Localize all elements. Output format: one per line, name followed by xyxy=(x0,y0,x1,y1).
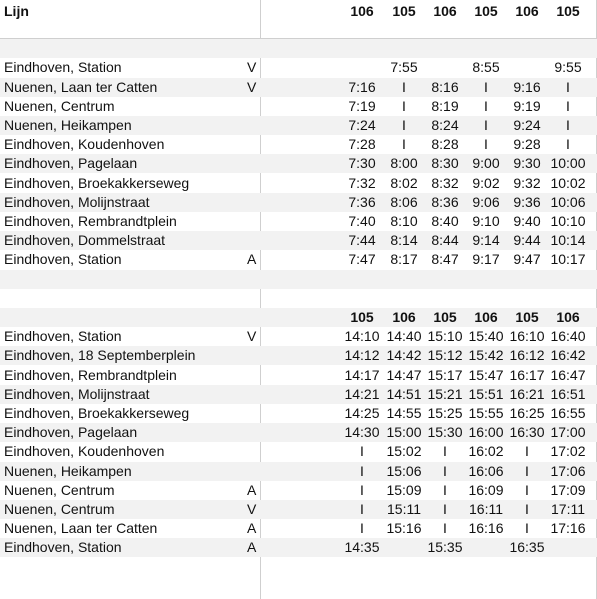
line-number: 105 xyxy=(433,309,457,325)
time-cell: 15:51 xyxy=(468,386,504,402)
time-cell: 9:36 xyxy=(513,194,541,210)
time-cell: 15:17 xyxy=(427,367,463,383)
arrival-departure-flag: V xyxy=(247,59,257,75)
stop-name: Nuenen, Centrum xyxy=(4,501,115,517)
time-cell: 14:10 xyxy=(344,328,380,344)
time-cell: 8:16 xyxy=(431,79,459,95)
time-cell: 17:02 xyxy=(550,443,586,459)
time-cell: 9:19 xyxy=(513,98,541,114)
table-row xyxy=(0,97,597,116)
stop-name: Eindhoven, Pagelaan xyxy=(4,155,138,171)
time-cell: 7:44 xyxy=(348,232,376,248)
time-cell: 8:24 xyxy=(431,117,459,133)
time-cell: 16:25 xyxy=(509,405,545,421)
time-cell: 9:40 xyxy=(513,213,541,229)
time-cell: 14:12 xyxy=(344,347,380,363)
arrival-departure-flag: V xyxy=(247,501,257,517)
time-cell: 15:30 xyxy=(427,424,463,440)
line-number: 106 xyxy=(556,309,580,325)
time-cell: 7:55 xyxy=(390,59,418,75)
time-cell: 15:11 xyxy=(387,501,421,517)
time-cell: I xyxy=(566,98,570,114)
arrival-departure-flag: A xyxy=(247,251,257,267)
stop-name: Eindhoven, Koudenhoven xyxy=(4,443,165,459)
stop-name: Nuenen, Centrum xyxy=(4,482,115,498)
table-row xyxy=(0,366,597,385)
table-row xyxy=(0,78,597,97)
time-cell: I xyxy=(525,520,529,536)
time-cell: 8:10 xyxy=(390,213,418,229)
time-cell: 8:06 xyxy=(390,194,418,210)
time-cell: I xyxy=(443,482,447,498)
stop-name: Eindhoven, Station xyxy=(4,251,122,267)
time-cell: I xyxy=(360,501,364,517)
table-row xyxy=(0,519,597,538)
time-cell: I xyxy=(443,520,447,536)
table-row xyxy=(0,481,597,500)
time-cell: 16:16 xyxy=(468,520,504,536)
stop-name: Eindhoven, Dommelstraat xyxy=(4,232,166,248)
time-cell: 16:12 xyxy=(509,347,545,363)
time-cell: 9:30 xyxy=(513,155,541,171)
time-cell: 7:32 xyxy=(348,175,376,191)
time-cell: 17:00 xyxy=(550,424,586,440)
stop-name: Nuenen, Laan ter Catten xyxy=(4,79,158,95)
line-number: 106 xyxy=(433,3,457,19)
time-cell: 15:42 xyxy=(468,347,504,363)
stop-name: Eindhoven, Koudenhoven xyxy=(4,136,165,152)
time-cell: 10:02 xyxy=(550,175,586,191)
line-number: 105 xyxy=(392,3,416,19)
time-cell: 7:36 xyxy=(348,194,376,210)
table-row xyxy=(0,231,597,250)
time-cell: 16:10 xyxy=(509,328,545,344)
time-cell: I xyxy=(443,443,447,459)
header-label: Lijn xyxy=(4,3,29,19)
time-cell: 15:21 xyxy=(427,386,463,402)
blank-row xyxy=(0,270,597,289)
time-cell: 9:16 xyxy=(513,79,541,95)
time-cell: 8:47 xyxy=(431,251,459,267)
line-number: 106 xyxy=(474,309,498,325)
time-cell: 16:51 xyxy=(550,386,586,402)
blank-row xyxy=(0,39,597,58)
time-cell: 7:19 xyxy=(348,98,376,114)
time-cell: 16:06 xyxy=(468,463,504,479)
header-row xyxy=(0,0,597,39)
time-cell: 14:30 xyxy=(344,424,380,440)
time-cell: 16:02 xyxy=(468,443,504,459)
time-cell: 8:55 xyxy=(472,59,500,75)
stop-name: Nuenen, Centrum xyxy=(4,98,115,114)
line-number: 106 xyxy=(350,3,374,19)
stop-name: Eindhoven, Broekakkerseweg xyxy=(4,175,190,191)
table-row xyxy=(0,442,597,461)
time-cell: 16:42 xyxy=(550,347,586,363)
stop-name: Eindhoven, 18 Septemberplein xyxy=(4,347,196,363)
time-cell: I xyxy=(360,520,364,536)
time-cell: 17:06 xyxy=(550,463,586,479)
time-cell: I xyxy=(566,117,570,133)
line-number: 105 xyxy=(474,3,498,19)
time-cell: 16:30 xyxy=(509,424,545,440)
time-cell: 7:40 xyxy=(348,213,376,229)
table-row xyxy=(0,423,597,442)
time-cell: 15:00 xyxy=(386,424,422,440)
time-cell: 15:16 xyxy=(386,520,422,536)
line-number: 106 xyxy=(392,309,416,325)
stop-name: Eindhoven, Rembrandtplein xyxy=(4,367,177,383)
time-cell: 7:28 xyxy=(348,136,376,152)
time-cell: I xyxy=(484,117,488,133)
time-cell: 14:42 xyxy=(386,347,422,363)
time-cell: 17:11 xyxy=(551,501,585,517)
time-cell: I xyxy=(525,501,529,517)
time-cell: I xyxy=(360,443,364,459)
time-cell: 15:40 xyxy=(468,328,504,344)
time-cell: I xyxy=(360,482,364,498)
time-cell: 9:00 xyxy=(472,155,500,171)
time-cell: 15:02 xyxy=(386,443,422,459)
time-cell: 14:25 xyxy=(344,405,380,421)
time-cell: I xyxy=(402,98,406,114)
table-row xyxy=(0,174,597,193)
time-cell: 16:40 xyxy=(550,328,586,344)
time-cell: I xyxy=(566,79,570,95)
table-row xyxy=(0,154,597,173)
time-cell: 8:40 xyxy=(431,213,459,229)
time-cell: I xyxy=(525,463,529,479)
time-cell: 9:17 xyxy=(472,251,500,267)
stop-name: Eindhoven, Molijnstraat xyxy=(4,386,150,402)
time-cell: 9:55 xyxy=(554,59,582,75)
table-row xyxy=(0,58,597,77)
time-cell: 15:09 xyxy=(386,482,422,498)
table-row xyxy=(0,462,597,481)
time-cell: 14:55 xyxy=(386,405,422,421)
arrival-departure-flag: V xyxy=(247,79,257,95)
time-cell: I xyxy=(484,79,488,95)
time-cell: I xyxy=(525,443,529,459)
line-number: 105 xyxy=(515,309,539,325)
stop-name: Eindhoven, Station xyxy=(4,59,122,75)
time-cell: 8:28 xyxy=(431,136,459,152)
line-number: 105 xyxy=(350,309,374,325)
time-cell: 7:24 xyxy=(348,117,376,133)
table-row xyxy=(0,212,597,231)
time-cell: I xyxy=(443,463,447,479)
time-cell: 16:21 xyxy=(509,386,545,402)
time-cell: 9:44 xyxy=(513,232,541,248)
time-cell: 8:00 xyxy=(390,155,418,171)
table-row xyxy=(0,327,597,346)
table-row xyxy=(0,404,597,423)
time-cell: 15:47 xyxy=(468,367,504,383)
time-cell: 15:55 xyxy=(468,405,504,421)
time-cell: 15:25 xyxy=(427,405,463,421)
time-cell: 8:44 xyxy=(431,232,459,248)
table-row xyxy=(0,500,597,519)
time-cell: 10:10 xyxy=(550,213,586,229)
time-cell: 14:47 xyxy=(386,367,422,383)
stop-name: Eindhoven, Rembrandtplein xyxy=(4,213,177,229)
time-cell: 10:06 xyxy=(550,194,586,210)
table-row xyxy=(0,116,597,135)
time-cell: 15:12 xyxy=(427,347,463,363)
section-header-row xyxy=(0,308,597,327)
time-cell: 16:35 xyxy=(509,539,545,555)
time-cell: 15:06 xyxy=(386,463,422,479)
time-cell: 16:00 xyxy=(468,424,504,440)
time-cell: 14:17 xyxy=(344,367,380,383)
time-cell: 8:14 xyxy=(390,232,418,248)
arrival-departure-flag: A xyxy=(247,482,257,498)
time-cell: 15:35 xyxy=(427,539,463,555)
time-cell: 9:28 xyxy=(513,136,541,152)
time-cell: 8:32 xyxy=(431,175,459,191)
time-cell: 8:17 xyxy=(390,251,418,267)
line-number: 106 xyxy=(515,3,539,19)
time-cell: I xyxy=(525,482,529,498)
time-cell: 9:24 xyxy=(513,117,541,133)
stop-name: Eindhoven, Station xyxy=(4,539,122,555)
time-cell: 15:10 xyxy=(427,328,463,344)
table-row xyxy=(0,193,597,212)
table-row xyxy=(0,346,597,365)
time-cell: 16:11 xyxy=(469,501,503,517)
time-cell: I xyxy=(402,79,406,95)
time-cell: I xyxy=(484,98,488,114)
time-cell: 8:36 xyxy=(431,194,459,210)
blank-row xyxy=(0,558,597,577)
stop-name: Nuenen, Heikampen xyxy=(4,117,132,133)
time-cell: 8:02 xyxy=(390,175,418,191)
arrival-departure-flag: A xyxy=(247,539,257,555)
time-cell: I xyxy=(360,463,364,479)
stop-name: Eindhoven, Station xyxy=(4,328,122,344)
time-cell: 7:16 xyxy=(348,79,376,95)
time-cell: 9:02 xyxy=(472,175,500,191)
time-cell: 17:16 xyxy=(550,520,586,536)
time-cell: 7:30 xyxy=(348,155,376,171)
time-cell: 9:10 xyxy=(472,213,500,229)
arrival-departure-flag: V xyxy=(247,328,257,344)
table-row xyxy=(0,385,597,404)
time-cell: I xyxy=(402,136,406,152)
table-row xyxy=(0,250,597,269)
time-cell: 16:55 xyxy=(550,405,586,421)
time-cell: 16:09 xyxy=(468,482,504,498)
time-cell: 14:35 xyxy=(344,539,380,555)
time-cell: I xyxy=(443,501,447,517)
stop-name: Eindhoven, Molijnstraat xyxy=(4,194,150,210)
time-cell: 10:14 xyxy=(550,232,586,248)
time-cell: 16:47 xyxy=(550,367,586,383)
time-cell: 8:19 xyxy=(431,98,459,114)
time-cell: 9:14 xyxy=(472,232,500,248)
time-cell: 9:32 xyxy=(513,175,541,191)
time-cell: I xyxy=(402,117,406,133)
time-cell: 14:40 xyxy=(386,328,422,344)
time-cell: 9:47 xyxy=(513,251,541,267)
time-cell: I xyxy=(566,136,570,152)
stop-name: Eindhoven, Pagelaan xyxy=(4,424,138,440)
time-cell: 14:21 xyxy=(344,386,380,402)
arrival-departure-flag: A xyxy=(247,520,257,536)
line-number: 105 xyxy=(556,3,580,19)
stop-name: Nuenen, Laan ter Catten xyxy=(4,520,158,536)
time-cell: 16:17 xyxy=(509,367,545,383)
table-row xyxy=(0,538,597,557)
stop-name: Nuenen, Heikampen xyxy=(4,463,132,479)
time-cell: 8:30 xyxy=(431,155,459,171)
time-cell: 7:47 xyxy=(348,251,376,267)
time-cell: 10:17 xyxy=(550,251,586,267)
time-cell: 14:51 xyxy=(386,386,422,402)
table-row xyxy=(0,135,597,154)
time-cell: 17:09 xyxy=(550,482,586,498)
time-cell: 9:06 xyxy=(472,194,500,210)
blank-row xyxy=(0,289,597,308)
time-cell: 10:00 xyxy=(550,155,586,171)
stop-name: Eindhoven, Broekakkerseweg xyxy=(4,405,190,421)
time-cell: I xyxy=(484,136,488,152)
